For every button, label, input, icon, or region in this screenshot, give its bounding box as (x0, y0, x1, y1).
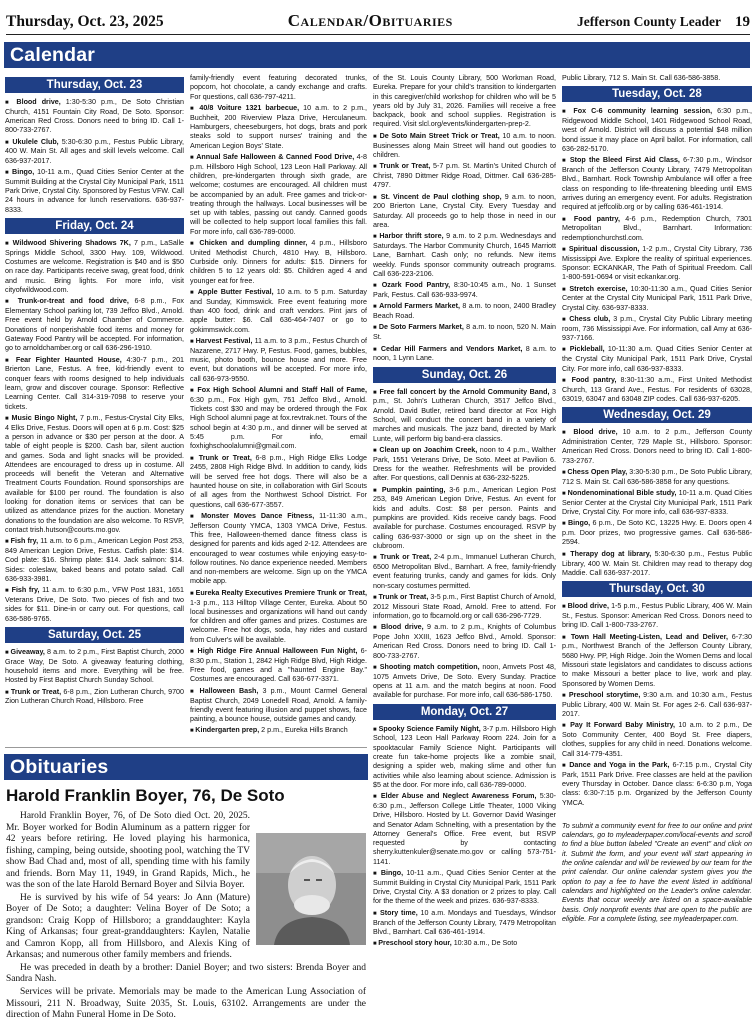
event-details: 2-4 p.m., Immanuel Lutheran Church, 6500 Metropolitan Blvd., Barnhart. A free, family-friendly event featuring trunks, candy and games for kids. Only non-scary costumes permitted. (373, 553, 557, 590)
event-details: 6:30 p.m., Ridgewood Middle School, 1401 Ridgewood School Road, west of Arnold. District will discuss a potential $48 million bond issue it may place on April ballot. For information, call 636-282-5170. (562, 107, 752, 153)
event-list (373, 74, 556, 364)
bullet-icon: ■ (190, 649, 198, 656)
event-title: Halloween Bash, (199, 686, 259, 695)
bullet-icon: ■ (562, 762, 570, 769)
bullet-icon: ■ (5, 299, 18, 306)
event-details: 6:30 p.m., Fox High gym, 751 Jeffco Blvd., Arnold. Tickets cost $30 and may be ordered through the Fox High School alumni page at fox.revtrak.net. Tours of the school begin at 4:30 p.m., and dinner will be served at 5:45 p.m. For info, email foxhighschoolalumni@gmail.com. (190, 395, 367, 451)
bullet-icon: ■ (190, 688, 200, 695)
event-title: Bingo, (12, 168, 35, 177)
event-title: High Ridge Fire Annual Halloween Fun Night, (197, 647, 358, 656)
event-details: 7 p.m., LaSalle Springs Middle School, 3300 Hwy. 109, Wildwood. Costumes are welcome. Registration is $40 and is $50 on race day. Participants receive swag, great food, drink and music. Bring lights. For more info, visit cityofwildwood.com. (5, 239, 184, 295)
event-details: 6-7:30 p.m., Windsor Branch of the Jefferson County Library, 7479 Metropolitan Blvd., Barnhart. Rock Township Ambulance will offer a free class on responding to life-threatening bleeding until EMS arrives during an emergency event. For adults. Registration required at jeffcolib.org or by calling 636-461-1914. (562, 156, 752, 212)
event-title: Trunk or Treat, (378, 592, 429, 601)
bullet-icon: ■ (562, 692, 569, 699)
event-title: Stretch exercise, (569, 284, 628, 293)
bullet-icon: ■ (562, 246, 569, 253)
bullet-icon: ■ (373, 325, 379, 332)
event-title: Chess Open Play, (567, 467, 628, 476)
day-header-sun-oct-26: Sunday, Oct. 26 (373, 367, 556, 383)
event-item (373, 193, 556, 231)
event-details: 6-7:15 p.m., Crystal City Park, 1511 Park Drive. Free classes are held at the pavilion every Thursday in October. Dance class: 6-6:30 p.m, Yoga class: 6:30-7:15 p.m. Organized by the Jefferson County YMCA. (562, 760, 752, 807)
bullet-icon: ■ (562, 430, 574, 437)
event-details: 9 a.m. to 2 p.m., Knights of Columbus Pope John XXIII, 1623 Jeffco Blvd., Arnold. Sponsor: American Red Cross. Donors need to bring ID. Call 1-800-733-2767. (373, 623, 556, 660)
event-details: 10 a.m. to noon. Businesses along Main Street will hand out goodies to children. (373, 131, 557, 159)
event-title: Dance and Yoga in the Park, (569, 760, 670, 769)
event-item (373, 281, 556, 300)
event-item (562, 633, 752, 689)
bullet-icon: ■ (562, 551, 571, 558)
event-details: 10:30 a.m., De Soto (451, 939, 518, 948)
bullet-icon: ■ (562, 158, 570, 165)
event-title: Pumpkin painting, (381, 485, 446, 494)
event-details: 6-8 p.m., Fox Elementary School parking lot, 739 Jeffco Blvd., Arnold. Free event held by Arnold Chamber of Commerce. Donations of nonperishable food items and money for Gateway Food Pantry will be accepted. For information, go to arnoldchamber.org or call 636-296-1910. (5, 297, 185, 353)
event-details: 10 a.m. to 2 p.m., Jefferson County Administration Center, 729 Maple St., Hillsboro. Sponsor: American Red Cross. Donors need to bring ID. Call 1-800-733-2767. (562, 428, 752, 465)
day-header-tue-oct-28: Tuesday, Oct. 28 (562, 86, 752, 102)
event-details: 3 p.m., St. John's Lutheran Church, 3517 Jeffco Blvd., Arnold. David Butler, retired band director at Fox High School, will conduct the concert band in a variety of marches and musicals. The jazz band, directed by Mark Lunte, will perform big band-era classics. (373, 387, 556, 443)
event-details: 5-7 p.m. St. Martin's United Church of Christ, 7890 Dittmer Ridge Road, Dittmer. Call 636-285-4797. (373, 162, 556, 190)
event-details: noon, Amvets Post 48, 1075 Amvets Drive, De Soto. Every Sunday. Practice opens at 11 a.m. and the match begins at noon. Food available for purchase. For more info, call 636-586-1750. (373, 662, 556, 700)
event-item (5, 537, 184, 584)
event-list (5, 239, 184, 624)
bullet-icon: ■ (562, 521, 568, 528)
bullet-icon: ■ (5, 241, 13, 248)
event-details: 1-5 p.m., Festus Public Library, 406 W. Main St., Festus. Sponsor: American Red Cross. Donors need to bring ID. Call 1-800-733-2767. (562, 602, 752, 630)
day-header-sat-oct-25: Saturday, Oct. 25 (5, 627, 184, 643)
event-details: 8 a.m. to noon, 2400 Bradley Beach Road. (373, 302, 556, 321)
event-title: Food pantry, (571, 375, 617, 384)
event-details: 4-8 p.m. Hillsboro High School, 123 Leon Hall Parkway. All children, pre-kindergarten through sixth grade, are welcome; costumes are encouraged. All children must be accompanied by an adult. Free games and trick-or-treating through the hallways. Local businesses will be set up with tables, passing out candy. Canned goods will be collected to help support local families this fall. For more info, call 636-789-0000. (190, 152, 367, 236)
event-details: 3 p.m., Mount Carmel General Baptist Church, 2049 Lonedell Road, Arnold. A family-friendly event featuring illusion and puppet shows, face painting, a bounce house, outside games and candy. (190, 686, 368, 724)
bullet-icon: ■ (190, 728, 196, 735)
bullet-icon: ■ (373, 234, 380, 241)
event-list (373, 725, 556, 949)
event-title: Preschool story hour, (378, 939, 452, 948)
event-details: 1-3 p.m., 113 Hilltop Village Center, Eureka. About 50 local businesses and organizations will hand out candy for children and offer games and prizes. Costumes are welcome. Free hot dogs, soda, hay rides and custard from Culver's will be available. (190, 598, 367, 644)
event-item (562, 428, 752, 466)
event-title: De Soto Farmers Market, (378, 323, 464, 332)
event-item (562, 376, 752, 404)
event-item (373, 232, 556, 279)
bullet-icon: ■ (373, 164, 380, 171)
obituary-paragraph: He is survived by his wife of 54 years: Jo Ann (Mature) Boyer of De Soto; a daughter: Velina Boyer of De Soto; a grandson: Craig Kopp of Hillsboro; a granddaughter: Kayla King of Arkansas; four great-granddaughters: Kaylen, Natalie and Camron Kopp, all from Hillsboro, and Alexis King of Arkansas; and numerous other family members and friends. (6, 892, 250, 961)
bullet-icon: ■ (562, 634, 571, 641)
event-details: 9 a.m. to 2 p.m. Wednesdays and Saturdays. The Harbor Community Church, 1645 Marriott Lane, Barnhart. Cash only; no refunds. New items weekly. Funds sponsor community outreach programs. Call 636-223-2106. (373, 232, 556, 278)
event-item (373, 132, 556, 160)
event-details: 8 a.m. to noon, 520 N. Main St. (373, 323, 556, 342)
bullet-icon: ■ (373, 941, 379, 948)
event-details: 9:30 a.m. and 10:30 a.m., Festus Public Library, 400 W. Main St. For ages 2-6. Call 636-937-2017. (562, 690, 753, 718)
bullet-icon: ■ (562, 317, 570, 324)
event-item (190, 647, 367, 685)
event-item (562, 602, 752, 630)
event-item (562, 315, 752, 343)
event-item (190, 512, 367, 587)
event-item (373, 792, 556, 867)
event-title: Giveaway, (10, 647, 45, 656)
event-title: Ozark Food Pantry, (381, 281, 451, 290)
event-item (562, 215, 752, 243)
divider (5, 747, 367, 748)
event-details: Public Library, 712 S. Main St. Call 636-586-3858. (562, 74, 721, 82)
event-title: Nondenominational Bible study, (567, 488, 677, 497)
event-item (190, 386, 367, 452)
event-item (190, 454, 367, 510)
event-title: Trunk-or-treat and food drive, (17, 297, 129, 306)
bullet-icon: ■ (373, 726, 379, 733)
bullet-icon: ■ (373, 871, 381, 878)
event-details: 3:30-5:30 p.m., De Soto Public Library, 712 S. Main St. Call 636-586-3858 for any questions. (562, 467, 752, 486)
bullet-icon: ■ (373, 555, 380, 562)
event-details: 8 a.m. to noon, 1 Lynn Lane. (373, 344, 557, 363)
event-details: 10 a.m. to 2 p.m., Buchheit, 200 Riverview Plaza Drive, Herculaneum. Hamburgers, cheeseburgers, hot dogs, brats and pork steaks sold to support nurses' training and the American Legion Boys' State. (190, 103, 367, 150)
event-title: Pay It Forward Baby Ministry, (570, 721, 676, 730)
event-title: Preschool storytime, (568, 690, 641, 699)
event-details: 10-11 a.m., Quad Cities Senior Center at the Summit Building in Crystal City Municipal Park, 1511 Park Drive, Crystal City. A $3 donation or 2 prizes to play. Call for the theme of the week and prizes. 636-937-8333. (373, 869, 556, 906)
event-title: Arnold Farmers Market, (379, 302, 460, 311)
event-title: De Soto Main Street Trick or Treat, (379, 131, 500, 140)
event-details: family-friendly event featuring decorated trunks, popcorn, hot chocolate, a candy exchange and crafts. For questions, call 636-797-4211. (190, 74, 367, 101)
event-details: 6 p.m., De Soto KC, 13225 Hwy. E. Doors open 4 p.m. Door prizes, two progressive games. Call 636-586-2594. (562, 519, 752, 547)
event-title: Town Hall Meeting-Listen, Lead and Deliver, (570, 632, 728, 641)
event-list (562, 74, 752, 83)
event-list (562, 107, 752, 404)
event-item (373, 446, 556, 484)
event-item (373, 593, 556, 621)
event-item (5, 168, 184, 215)
bullet-icon: ■ (190, 290, 198, 297)
paper-name: Jefferson County Leader (577, 14, 721, 29)
event-details: 11 a.m. to 3 p.m., Festus Church of Nazarene, 2717 Hwy. P, Festus. Food, games, bubbles, music, photo booth, bounce house and more. Free event, but donations will be accepted. For more info, call 636-973-9550. (190, 337, 367, 383)
event-details: 7 p.m., Festus-Crystal City Elks, 4 Elks Drive, Festus. Doors will open at 6 p.m. Cost: $25 a person in advance or $30 per person at the door. A table of eight people is $200. Cash bar, silent auction and games. Soda and light snacks will be provided. Attendees are encouraged to dress up in costume. All proceeds will benefit the Veteran and Alternative Treatment Courts Foundation. Round sponsorships are available for $100 per round. The foundation is also looking for donation items or services that can be utilized as attendance prizes for the auction. Monetary donations to the foundation are also welcome. To RSVP, contact trish.hutson@courts.mo.gov. (5, 413, 184, 534)
event-details: 6-8:30 p.m., Station 1, 2842 High Ridge Blvd, High Ridge. Free food, games and a "haunted Engine Bay." Costumes are encouraged. Call 636-677-3371. (190, 647, 368, 684)
event-item (190, 239, 367, 286)
masthead (6, 9, 750, 35)
event-item (562, 345, 752, 373)
event-item (562, 74, 752, 83)
day-header-fri-oct-24: Friday, Oct. 24 (5, 218, 184, 234)
event-title: Harvest Festival, (195, 337, 253, 346)
event-details: 10 a.m. to 5 p.m. Saturday and Sunday, Kimmswick. Free event featuring more than 400 food, drink and craft vendors. Pint jars of apple butter: $6. Call 636-464-7407 or go to gokimmswick.com. (190, 288, 367, 334)
event-item (5, 586, 184, 624)
bullet-icon: ■ (190, 590, 196, 597)
bullet-icon: ■ (5, 139, 13, 146)
event-item (373, 302, 556, 321)
event-item (5, 239, 184, 295)
calendar-column-1 (5, 74, 184, 747)
section-title: Calendar/Obituaries (287, 11, 453, 30)
bullet-icon: ■ (5, 689, 11, 696)
event-item (5, 297, 184, 353)
event-title: Pickleball, (569, 345, 605, 354)
calendar-column-2 (190, 74, 367, 747)
event-item (373, 725, 556, 791)
event-details: 6-8 p.m., High Ridge Elks Lodge 2455, 2808 High Ridge Blvd. In addition to candy, kids will be served free hot dogs. There will also be a haunted house on site, in collaboration with Girl Scouts of all ages from the Northwest School District. For questions, call 636-677-3557. (190, 453, 367, 509)
event-item (562, 519, 752, 547)
bullet-icon: ■ (190, 105, 200, 112)
obituary-paragraph: He was preceded in death by a brother: Daniel Boyer; and two sisters: Brenda Boyer and Sandra Nash. (6, 962, 366, 985)
event-item (373, 623, 556, 661)
event-title: Cedar Hill Farmers and Vendors Market, (380, 344, 523, 353)
bullet-icon: ■ (373, 625, 382, 632)
issue-date: Thursday, Oct. 23, 2025 (6, 13, 164, 30)
event-list (562, 602, 752, 808)
event-title: Chess club, (569, 315, 611, 324)
bullet-icon: ■ (190, 455, 199, 462)
event-item (562, 550, 752, 578)
bullet-icon: ■ (5, 170, 13, 177)
event-title: Spiritual discussion, (568, 244, 640, 253)
event-item (190, 288, 367, 335)
event-title: Blood drive, (16, 98, 61, 106)
bullet-icon: ■ (190, 241, 200, 248)
event-title: Blood drive, (381, 623, 424, 632)
event-item (562, 107, 752, 154)
event-details: 11-11:30 a.m., Jefferson County YMCA, 1303 YMCA Drive, Festus. This free, Halloween-themed dance fitness class is designed for parents and kids aged 2-12. Attendees are encouraged to wear costumes while enjoying easy-to-follow routines. No dance experience needed. Members and non-members are welcome. Sign up on the YMCA mobile app. (190, 511, 367, 586)
masthead-right (577, 14, 750, 31)
event-item (190, 687, 367, 725)
event-item (562, 156, 752, 212)
event-item (5, 356, 184, 412)
obituary-heading: Harold Franklin Boyer, 76, De Soto (6, 786, 285, 805)
event-item (373, 553, 556, 591)
bullet-icon: ■ (373, 304, 380, 311)
day-header-mon-oct-27: Monday, Oct. 27 (373, 704, 556, 720)
event-title: Trunk or Treat, (379, 553, 432, 562)
event-title: Annual Safe Halloween & Canned Food Drive, (196, 152, 355, 161)
event-details: 6-8 p.m., Zion Lutheran Church, 9700 Zion Lutheran Church Road, Hillsboro. Free (5, 687, 184, 706)
event-details: 9 a.m. to noon, 200 Brierton Lane, Crystal City. Every Tuesday and Saturday. All proceeds go to help those in need in our area. (373, 192, 556, 229)
event-item (373, 663, 556, 701)
event-item (562, 761, 752, 808)
obituaries-banner: Obituaries (4, 754, 368, 780)
event-item (562, 245, 752, 283)
bullet-icon: ■ (190, 388, 198, 394)
obituary-paragraph: Services will be private. Memorials may be made to the American Lung Association of Missouri, 211 N. Broadway, Suite 2035, St. Louis, 63102. Arrangements are under the direction of Mahn Funeral Home in De Soto. (6, 986, 366, 1021)
event-details: 3-5 p.m., First Baptist Church of Arnold, 2012 Missouri State Road, Arnold. Free to attend. For information, go to fbcarnold.org or call 636-296-7729. (373, 592, 557, 620)
event-title: Apple Butter Festival, (197, 288, 274, 297)
bullet-icon: ■ (373, 794, 381, 801)
bullet-icon: ■ (373, 389, 380, 396)
bullet-icon: ■ (5, 100, 17, 106)
day-header-wed-oct-29: Wednesday, Oct. 29 (562, 407, 752, 423)
event-details: 3-7 p.m. Hillsboro High School, 123 Leon Hall Parkway Room 224. Join for a spooktacular Family Science Night. Participants will create fun take-home projects like a zombie snail, designing a spider web, making slime and other fun activities while also learning about science. Admission is $5 at the door. For more info, call 636-789-0000. (373, 724, 556, 789)
event-title: Blood drive, (567, 602, 609, 611)
event-list (190, 74, 367, 736)
event-title: St. Vincent de Paul clothing shop, (380, 192, 502, 201)
event-title: Elder Abuse and Neglect Awareness Forum, (380, 792, 537, 801)
bullet-icon: ■ (373, 283, 382, 290)
bullet-icon: ■ (373, 910, 380, 917)
bullet-icon: ■ (562, 286, 570, 293)
event-title: Eureka Realty Executives Premiere Trunk or Treat, (195, 588, 368, 597)
bullet-icon: ■ (373, 487, 382, 494)
event-item (5, 98, 184, 136)
event-title: Clean up on Joachim Creek, (379, 445, 478, 454)
event-item (373, 388, 556, 444)
bullet-icon: ■ (562, 347, 570, 354)
event-list (5, 648, 184, 707)
bullet-icon: ■ (373, 133, 380, 140)
event-details: noon to 4 p.m., Walther Park, 1551 Veterans Drive, De Soto. Meet at Pavilion 6. Dress for the weather. Refreshments will be provided after. For questions, call Dennis at 636-232-5225. (373, 445, 556, 483)
event-item (190, 74, 367, 102)
event-details: 5:30-6:30 p.m., Festus Public Library, 400 W. Main St. Children may read to therapy dog Maddie. Call 636-937-2017. (562, 549, 753, 577)
event-title: Stop the Bleed First Aid Class, (569, 156, 680, 165)
bullet-icon: ■ (190, 513, 202, 520)
event-title: Chicken and dumpling dinner, (199, 239, 308, 248)
event-details: 8:30-11:30 a.m., First United Methodist Church, 113 Grand Ave., Festus. For residents of 63028, 63019, 63047 and 63048 ZIP codes. Call 636-937-6205. (562, 375, 753, 403)
event-title: Fox High School Alumni and Staff Hall of Fame, (197, 386, 368, 394)
event-item (190, 337, 367, 384)
event-title: Harbor thrift store, (379, 232, 444, 241)
event-item (5, 414, 184, 535)
event-item (190, 153, 367, 237)
bullet-icon: ■ (562, 109, 574, 116)
bullet-icon: ■ (373, 194, 381, 201)
page-number: 19 (735, 14, 750, 30)
event-title: Food pantry, (573, 214, 620, 223)
event-item (373, 909, 556, 937)
event-details: 10 a.m. Mondays and Tuesdays, Windsor Branch of the Jefferson County Library, 7479 Metropolitan Blvd., Barnhart. Call 636-461-1914. (373, 908, 557, 936)
submission-note: To submit a community event for free to our online and print calendars, go to myleaderpaper.com/local-events and scroll to find a blue button labeled "Create an event" and click on it. Submit the form, and your event will start appearing in the online calendar and will be reviewed by our team for the print calendar. Our online calendar system gives you the option to pay a fee to have the event listed in additional calendars and highlighted on the Leader's online calendar. Events that occur weekly are listed on a space-available basis. Only nonprofit events that are open to the public are eligible. For a complete listing, see myleaderpaper.com. (562, 821, 752, 923)
event-details: 4-6 p.m., Redemption Church, 7301 Metropolitan Blvd., Barnhart. Information: redemptionchurchstl.com. (562, 214, 752, 242)
event-title: Free fall concert by the Arnold Community Band, (379, 387, 550, 396)
calendar-column-3 (373, 74, 556, 958)
obituary-body (6, 811, 366, 1021)
event-item (190, 726, 367, 736)
event-list (373, 388, 556, 701)
event-title: Kindergarten prep, (195, 726, 260, 735)
event-item (373, 869, 556, 907)
event-item (373, 323, 556, 342)
day-header-thu-oct-23: Thursday, Oct. 23 (5, 77, 184, 93)
event-details: 4:30-7 p.m., 201 Brierton Lane, Festus. A free, kid-friendly event to conquer fears with rooms designed to help individuals learn, grow and discover courage. Sponsor: Reflective Learning Center. Call 314-319-7098 to reserve your tickets. (5, 355, 185, 411)
event-item (190, 589, 367, 645)
event-details: 11 a.m. to 6 p.m., American Legion Post 253, 849 American Legion Drive, Festus. Catfish plate: $14. Cod plate: $16. Shrimp plate: $14. Jack salmon: $14. Sides: coleslaw, baked beans and potato salad. Call 636-933-3981. (5, 537, 184, 583)
event-title: Bingo, (567, 519, 591, 528)
event-item (373, 162, 556, 190)
calendar-column-4 (562, 74, 752, 958)
calendar-banner: Calendar (4, 42, 750, 68)
event-details: 10-11:30 a.m. Quad Cities Senior Center at the Crystal City Municipal Park, 1511 Park Drive, Crystal City. For more info, call 636-937-8333. (562, 345, 752, 373)
event-details: 3 p.m., Crystal City Public Library meeting room, 736 Mississippi Ave. For information, call Amy at 636-937-7166. (562, 315, 752, 343)
bullet-icon: ■ (562, 604, 568, 611)
event-title: Trunk or Treat, (198, 453, 252, 462)
event-list (562, 428, 752, 578)
event-title: Ukulele Club, (12, 137, 59, 146)
event-title: Shooting match competition, (379, 662, 480, 671)
event-details: 5:30-6:30 p.m., Jefferson College Little Theater, 1000 Viking Drive, Hillsboro. Hosted by Lt. Governor David Wasinger and Senator Adam Schnelting, with a presentation by the Attorney General's Office. Free event, but RSVP requested by contacting sherry.kuttenkuler@senate.mo.gov or calling 573-751-1141. (373, 792, 557, 866)
event-title: Story time, (379, 908, 418, 917)
event-details: of the St. Louis County Library, 500 Workman Road, Eureka. Prepare for your child's transition to kindergarten in this caregiver/child workshop for children who will be 5 years old by July 31, 2026. Families will receive a free backpack, book and school supplies. Registration is required. Visit slcl.org/events/kindergarten-prep-2. (373, 74, 556, 129)
event-title: Spooky Science Family Night, (378, 724, 481, 733)
event-item (373, 486, 556, 552)
obituary-photo (256, 833, 366, 945)
bullet-icon: ■ (190, 154, 197, 161)
event-title: Blood drive, (573, 428, 618, 437)
event-item (562, 691, 752, 719)
event-title: Fox C-6 community learning session, (573, 107, 713, 116)
bullet-icon: ■ (5, 649, 11, 656)
bullet-icon: ■ (562, 469, 568, 476)
event-item (562, 468, 752, 487)
event-item (562, 285, 752, 313)
event-item (562, 489, 752, 517)
event-title: Trunk or Treat, (379, 162, 431, 171)
bullet-icon: ■ (190, 339, 196, 346)
bullet-icon: ■ (562, 216, 574, 223)
event-details: 10:30-11:30 a.m., Quad Cities Senior Center at the Crystal City Municipal Park, 1511 Park Drive, Crystal City. 636-937-8333. (562, 284, 752, 312)
event-title: Trunk or Treat, (10, 687, 62, 696)
event-details: 2 p.m., Eureka Hills Branch (259, 726, 348, 735)
bullet-icon: ■ (373, 346, 381, 353)
event-title: Therapy dog at library, (570, 549, 652, 558)
event-item (5, 138, 184, 166)
event-details: 10 a.m. to 2 p.m., De Soto Community Center, 400 Boyd St. Free diapers, clothes, supplies for any child in need. Donations welcome. Call 314-779-4351. (562, 721, 752, 758)
bullet-icon: ■ (373, 664, 380, 671)
event-item (5, 648, 184, 686)
event-list (5, 98, 184, 215)
event-details: 8:30-10:45 a.m., No. 1 Sunset Park, Festus. Call 636-933-9974. (373, 281, 557, 300)
bullet-icon: ■ (5, 415, 12, 422)
event-item (190, 104, 367, 151)
event-details: 4 p.m., Hillsboro United Methodist Church, 4810 Hwy. B, Hillsboro. Curbside only. Dinners for adults: $15. Dinners for children 5 to 12 years old: $5. Children aged 4 and younger eat for free. (190, 239, 368, 285)
event-item (373, 345, 556, 364)
bullet-icon: ■ (5, 357, 16, 364)
day-header-thu-oct-30: Thursday, Oct. 30 (562, 581, 752, 597)
bullet-icon: ■ (562, 377, 572, 384)
bullet-icon: ■ (373, 594, 379, 601)
event-details: 1-2 p.m., Crystal City Library, 736 Mississippi Ave. Explore the reality of spiritual experiences. Sponsor: ECKANKAR, The Path of Spiritual Freedom. Call 1-800-591-0694 or visit eckankar.org. (562, 244, 752, 282)
event-title: Music Bingo Night, (11, 413, 78, 422)
event-item (373, 74, 556, 130)
event-title: Monster Moves Dance Fitness, (201, 511, 315, 520)
bullet-icon: ■ (562, 490, 568, 497)
obituary-paragraph: Harold Franklin Boyer, 76, of De Soto died Oct. 20, 2025. Mr. Boyer worked for Bodin Aluminum as a pattern rigger for 42 years before retiring. He loved playing his harmonica, fishing, camping, being outside, shooting pool, watching the TV show Bad Chad and, most of all, spending time with his family and friends. Born May 11, 1949, in Grand Rapids, Mich., he was the son of the late Harold Bernard Boyer and Silvia Boyer. (6, 811, 250, 891)
event-details: 3-6 p.m., American Legion Post 253, 849 American Legion Drive, Festus. An event for kids and adults. Cost: $8 per person. Paints and pumpkins are provided. Kids receive candy bags. Food available for purchase. Costumes encouraged. RSVP by calling 636-937-3000 or sign up on the sheet in the clubroom. (373, 485, 556, 550)
event-title: 40/8 Voiture 1321 barbecue, (199, 103, 300, 112)
bullet-icon: ■ (5, 539, 11, 546)
portrait-image (256, 833, 366, 945)
event-details: 10-11 a.m. Quad Cities Senior Center at the Crystal City Municipal Park, 1511 Park Drive, Crystal City. For more info, call 636-937-8333. (562, 488, 752, 517)
event-title: Fear Fighter Haunted House, (15, 355, 122, 364)
bullet-icon: ■ (562, 723, 571, 730)
event-title: Wildwood Shivering Shadows 7K, (12, 239, 131, 248)
event-item (562, 721, 752, 759)
bullet-icon: ■ (373, 447, 380, 454)
event-item (5, 688, 184, 707)
event-item (373, 939, 556, 949)
event-details: 8 a.m. to 2 p.m., First Baptist Church, 2000 Grace Way, De Soto. A giveaway featuring clothing, household items and more. Everything will be free. Hosted by First Baptist Church Sunday School. (5, 647, 185, 685)
event-title: Bingo, (380, 869, 404, 878)
event-details: 6-7:30 p.m., Northwest Branch of the Jefferson County Library, 5680 Hwy. PP, High Ridge. Join the Women Dems and local Missouri state legislators and candidates to discuss actions to make Missouri a better place to live, work and play. Sponsored by Women Dems. (562, 632, 752, 688)
event-title: Fish fry, (10, 537, 39, 546)
event-details: 11 a.m. to 6:30 p.m., VFW Post 1831, 1651 Veterans Drive, De Soto. Two pieces of fish and two sides for $11. Dine-in or carry out. For questions, call 636-586-9765. (5, 586, 184, 623)
event-details: 5:30-6:30 p.m., Festus Public Library, 400 W. Main St. All ages and skill levels welcome. Call 636-937-2017. (5, 137, 185, 165)
bullet-icon: ■ (5, 588, 12, 595)
event-title: Fish fry, (11, 586, 40, 595)
event-details: 1:30-5:30 p.m., De Soto Christian Church, 4151 Fountain City Road, De Soto. Sponsor: American Red Cross. Donors need to bring ID. Call 1-800-733-2767. (5, 98, 184, 135)
event-details: 10-11 a.m., Quad Cities Senior Center at the Summit Building at the Crystal City Municipal Park, 1511 Park Drive, Crystal City. Sponsored by Festus VFW. Call 24 hours in advance for lunch reservations. 636-937-8333. (5, 168, 184, 214)
